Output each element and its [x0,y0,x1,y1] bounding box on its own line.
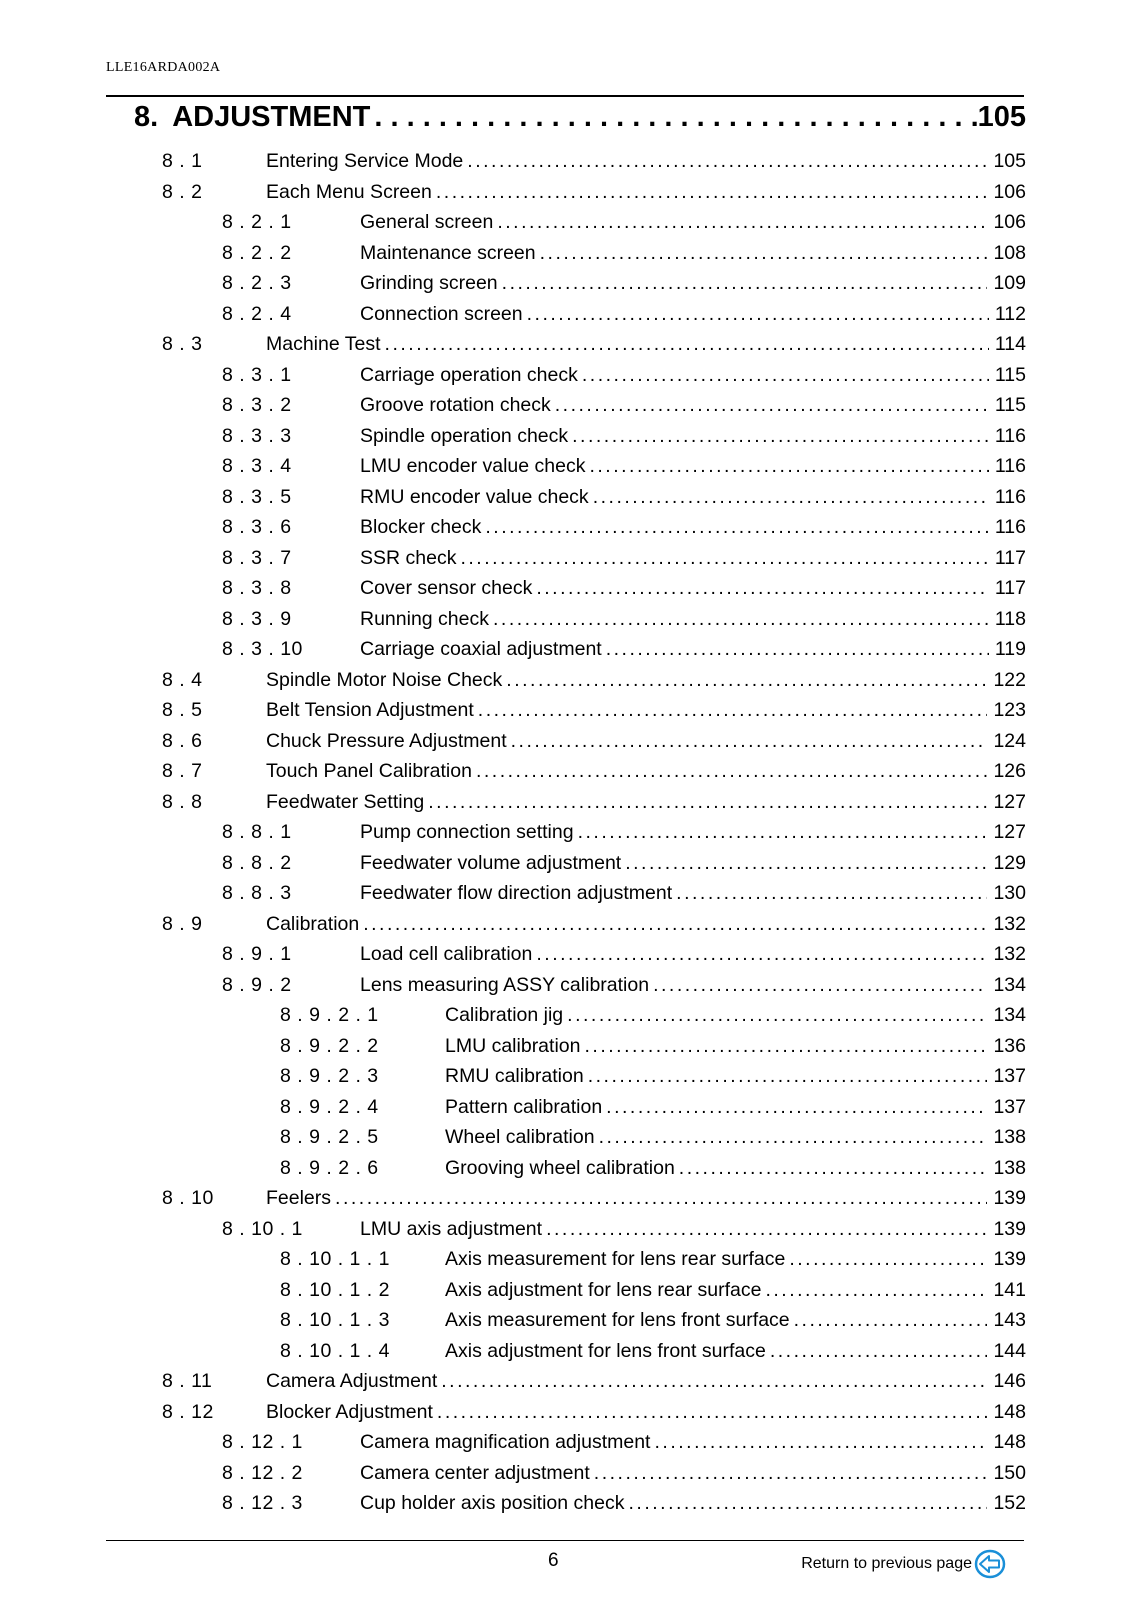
toc-entry-page: 118 [994,607,1026,630]
toc-entry[interactable] [0,1336,1130,1367]
toc-entry-line [360,516,1026,539]
toc-entry-title: General screen [360,211,494,233]
toc-entry[interactable] [0,1092,1130,1123]
toc-entry-line [360,577,1026,600]
toc-entry-page: 115 [994,394,1026,416]
toc-entry-line [266,699,1026,722]
toc-entry[interactable] [0,1244,1130,1275]
toc-entry-title: Belt Tension Adjustment [266,699,474,721]
toc-entry-page: 106 [993,211,1026,233]
toc-entry-number: 8 . 10 [162,1187,214,1209]
toc-leader [527,303,989,326]
toc-entry[interactable] [0,695,1130,726]
toc-entry-line [360,943,1026,966]
toc-leader [460,547,988,570]
toc-leader [428,791,987,814]
toc-entry-line [360,211,1026,234]
toc-entry-number: 8 . 12 . 2 [222,1461,303,1484]
toc-entry-page: 143 [993,1309,1026,1331]
toc-entry-title: Carriage coaxial adjustment [360,638,602,660]
toc-leader [555,394,989,417]
toc-entry-page: 139 [993,1187,1026,1209]
toc-entry-title: Groove rotation check [360,394,551,416]
toc-entry-number: 8 . 3 . 4 [222,455,292,477]
toc-entry-line [445,1279,1026,1302]
toc-entry-page: 134 [993,973,1026,996]
toc-leader [625,852,987,875]
toc-leader [478,699,988,722]
toc-entry[interactable] [0,1122,1130,1153]
toc-entry-line [445,1096,1026,1119]
toc-entry[interactable] [0,939,1130,970]
toc-entry-title: RMU encoder value check [360,485,589,508]
toc-entry-line [266,1370,1026,1393]
toc-entry[interactable] [0,817,1130,848]
toc-entry-title: Each Menu Screen [266,180,432,203]
toc-entry-number: 8 . 7 [162,760,203,782]
toc-leader [485,516,989,539]
toc-entry-page: 127 [993,790,1026,813]
toc-entry-number: 8 . 8 . 1 [222,821,292,843]
toc-leader [593,486,989,509]
toc-entry-page: 132 [993,912,1026,935]
toc-entry-title: Machine Test [266,333,381,355]
toc-entry[interactable] [0,1305,1130,1336]
toc-entry-line [266,760,1026,783]
toc-entry[interactable] [0,1397,1130,1428]
return-link[interactable]: Return to previous page [801,1555,972,1572]
toc-leader [546,1218,987,1241]
toc-entry-line [266,730,1026,753]
toc-entry[interactable] [0,1000,1130,1031]
toc-entry-page: 116 [994,455,1026,477]
toc-leader [493,608,989,631]
toc-entry-number: 8 . 9 . 2 [222,973,292,996]
toc-entry[interactable] [0,238,1130,269]
toc-leader [540,242,988,265]
toc-entry-line [445,1309,1026,1332]
toc-entry-page: 138 [993,1156,1026,1179]
toc-entry-page: 150 [993,1461,1026,1484]
toc-entry-line [360,394,1026,417]
toc-leader [567,1004,987,1027]
toc-entry-line [360,821,1026,844]
toc-entry-number: 8 . 9 . 1 [222,943,292,965]
toc-entry-number: 8 . 2 . 1 [222,211,292,233]
toc-entry-title: Feedwater volume adjustment [360,851,622,874]
toc-entry-title: Connection screen [360,302,523,325]
toc-entry-number: 8 . 3 . 8 [222,577,292,599]
toc-entry-number: 8 . 3 . 7 [222,546,292,569]
toc-entry-number: 8 . 3 . 5 [222,485,292,508]
toc-entry-line [266,181,1026,204]
page-number: 6 [548,1550,559,1571]
toc-leader [536,577,989,600]
toc-leader [628,1492,987,1515]
toc-entry[interactable] [0,848,1130,879]
toc-leader [588,1065,988,1088]
toc-entry-number: 8 . 3 . 9 [222,607,292,630]
toc-entry-line [360,1218,1026,1241]
toc-entry-line [360,242,1026,265]
toc-entry[interactable] [0,329,1130,360]
toc-entry-number: 8 . 3 . 1 [222,363,292,386]
toc-entry-title: Spindle operation check [360,424,569,447]
toc-entry-page: 119 [994,638,1026,660]
toc-entry[interactable] [0,177,1130,208]
toc-entry-title: Blocker Adjustment [266,1400,433,1423]
toc-entry[interactable] [0,512,1130,543]
toc-entry-title: Cup holder axis position check [360,1492,625,1514]
toc-entry-title: Carriage operation check [360,363,578,386]
toc-entry-line [360,547,1026,570]
toc-entry-line [445,1035,1026,1058]
toc-entry-number: 8 . 3 [162,333,203,355]
toc-entry[interactable] [0,268,1130,299]
toc-entry-page: 127 [993,821,1026,843]
toc-entry-line [445,1340,1026,1363]
toc-entry-number: 8 . 10 . 1 . 3 [280,1309,390,1331]
toc-leader [789,1248,987,1271]
toc-entry-number: 8 . 12 [162,1400,214,1423]
toc-entry-page: 136 [993,1034,1026,1057]
toc-entry-line [445,1157,1026,1180]
footer-rule [106,1540,1024,1541]
toc-entry-title: Lens measuring ASSY calibration [360,973,650,996]
toc-entry-number: 8 . 9 . 2 . 5 [280,1126,379,1148]
toc-entry-line [266,1401,1026,1424]
toc-entry-page: 109 [993,272,1026,294]
toc-entry[interactable] [0,1275,1130,1306]
toc-entry-title: Wheel calibration [445,1126,595,1148]
toc-entry-page: 134 [993,1004,1026,1026]
toc-entry-number: 8 . 8 [162,790,203,813]
toc-entry-line [266,333,1026,356]
toc-entry-number: 8 . 9 . 2 . 2 [280,1034,379,1057]
toc-entry-line [445,1065,1026,1088]
toc-leader [502,272,988,295]
toc-entry-line [360,364,1026,387]
toc-leader [497,211,987,234]
toc-leader [476,760,987,783]
toc-entry[interactable] [0,1366,1130,1397]
toc-leader [679,1157,988,1180]
chapter-leader [374,101,977,134]
toc-leader [584,1035,987,1058]
toc-entry[interactable] [0,1488,1130,1519]
toc-entry-title: Entering Service Mode [266,150,464,172]
toc-entry-number: 8 . 2 . 4 [222,302,292,325]
toc-entry-number: 8 . 3 . 6 [222,516,292,538]
toc-leader [335,1187,987,1210]
toc-entry-number: 8 . 10 . 1 . 1 [280,1248,390,1270]
document-id: LLE16ARDA002A [106,60,221,75]
toc-leader [770,1340,988,1363]
toc-leader [578,821,988,844]
chapter-page: 105 [977,101,1026,133]
toc-entry-page: 139 [993,1248,1026,1270]
toc-entry-title: Load cell calibration [360,943,533,965]
toc-entry[interactable] [0,1214,1130,1245]
toc-entry-line [445,1004,1026,1027]
toc-entry-line [360,852,1026,875]
toc-leader [536,943,987,966]
toc-entry[interactable] [0,1061,1130,1092]
toc-entry-title: Pump connection setting [360,821,574,843]
toc-entry-title: Axis adjustment for lens front surface [445,1339,766,1362]
toc-entry-number: 8 . 10 . 1 . 2 [280,1278,390,1301]
toc-entry[interactable] [0,573,1130,604]
toc-entry-page: 146 [993,1370,1026,1392]
toc-entry-line [360,272,1026,295]
toc-entry[interactable] [0,146,1130,177]
toc-entry-number: 8 . 9 . 2 . 3 [280,1065,379,1087]
toc-entry-line [360,1492,1026,1515]
toc-entry-page: 112 [994,302,1026,325]
toc-entry[interactable] [0,1183,1130,1214]
toc-entry-page: 106 [993,180,1026,203]
toc-entry-page: 132 [993,943,1026,965]
toc-entry-number: 8 . 10 . 1 [222,1217,303,1240]
toc-entry-page: 129 [993,851,1026,874]
toc-entry-title: Feelers [266,1187,332,1209]
toc-entry-title: LMU encoder value check [360,455,586,477]
toc-entry-page: 116 [994,424,1026,447]
toc-entry-page: 137 [993,1095,1026,1118]
toc-entry-title: Grinding screen [360,272,498,294]
toc-entry[interactable] [0,543,1130,574]
toc-entry-page: 137 [993,1065,1026,1087]
toc-entry-line [266,791,1026,814]
toc-leader [572,425,989,448]
toc-leader [511,730,988,753]
toc-entry-page: 117 [994,577,1026,599]
toc-entry-number: 8 . 8 . 2 [222,851,292,874]
toc-entry-number: 8 . 2 . 2 [222,241,292,264]
toc-entry[interactable] [0,756,1130,787]
toc-entry[interactable] [0,1458,1130,1489]
toc-entry[interactable] [0,970,1130,1001]
toc-entry-title: Feedwater flow direction adjustment [360,882,673,904]
header-rule [106,95,1024,97]
toc-entry[interactable] [0,451,1130,482]
toc-entry-title: LMU calibration [445,1034,581,1057]
toc-entry-page: 116 [994,485,1026,508]
toc-entry[interactable] [0,421,1130,452]
toc-entry[interactable] [0,726,1130,757]
toc-entry-title: RMU calibration [445,1065,584,1087]
chapter-number: 8. [134,101,159,133]
toc-entry-line [266,913,1026,936]
toc-entry-line [360,1462,1026,1485]
toc-leader [385,333,989,356]
toc-entry-title: Running check [360,607,489,630]
chapter-heading[interactable] [134,101,1026,137]
toc-entry-line [360,882,1026,905]
toc-entry-page: 139 [993,1217,1026,1240]
toc-entry-number: 8 . 4 [162,668,203,691]
toc-leader [594,1462,988,1485]
toc-entry-title: Grooving wheel calibration [445,1156,675,1179]
toc-entry-page: 141 [993,1278,1026,1301]
toc-entry[interactable] [0,482,1130,513]
toc-entry-number: 8 . 2 [162,180,203,203]
toc-entry-page: 117 [994,546,1026,569]
toc-entry[interactable] [0,1031,1130,1062]
back-arrow-icon[interactable] [974,1549,1006,1579]
toc-entry-number: 8 . 12 . 3 [222,1492,303,1514]
toc-leader [676,882,987,905]
toc-entry-number: 8 . 3 . 3 [222,424,292,447]
toc-entry-title: Touch Panel Calibration [266,760,472,782]
toc-leader [582,364,989,387]
toc-leader [599,1126,988,1149]
toc-leader [363,913,987,936]
toc-entry-line [266,1187,1026,1210]
toc-entry-page: 126 [993,760,1026,782]
toc-entry-number: 8 . 1 [162,150,203,172]
toc-entry-page: 144 [993,1339,1026,1362]
toc-entry-title: Blocker check [360,516,482,538]
toc-entry-title: Spindle Motor Noise Check [266,668,503,691]
toc-entry-title: Axis measurement for lens front surface [445,1309,790,1331]
toc-entry-line [360,425,1026,448]
toc-entry-page: 116 [994,516,1026,538]
toc-entry-page: 123 [993,699,1026,721]
toc-entry[interactable] [0,909,1130,940]
toc-entry-number: 8 . 3 . 10 [222,638,303,660]
toc-entry-page: 122 [993,668,1026,691]
toc-entry-page: 108 [993,241,1026,264]
toc-leader [794,1309,988,1332]
toc-entry-title: Axis measurement for lens rear surface [445,1248,786,1270]
toc-entry[interactable] [0,787,1130,818]
toc-entry-number: 8 . 12 . 1 [222,1431,303,1453]
toc-entry-line [360,455,1026,478]
toc-entry-line [445,1248,1026,1271]
toc-entry[interactable] [0,878,1130,909]
toc-entry-title: Camera magnification adjustment [360,1431,651,1453]
toc-entry-page: 148 [993,1400,1026,1423]
toc-entry[interactable] [0,207,1130,238]
toc-entry-line [360,486,1026,509]
toc-leader [437,1401,988,1424]
toc-entry-title: Pattern calibration [445,1095,603,1118]
toc-entry[interactable] [0,1153,1130,1184]
chapter-title: ADJUSTMENT [172,101,371,133]
toc-entry-title: Cover sensor check [360,577,533,599]
toc-leader [606,638,989,661]
toc-entry-title: Camera Adjustment [266,1370,438,1392]
toc-leader [653,974,987,997]
toc-entry-page: 130 [993,882,1026,904]
toc-entry-number: 8 . 3 . 2 [222,394,292,416]
toc-leader [506,669,987,692]
toc-entry-number: 8 . 8 . 3 [222,882,292,904]
toc-entry-title: Maintenance screen [360,241,536,264]
toc-entry-title: Feedwater Setting [266,790,425,813]
toc-entry-number: 8 . 6 [162,729,203,752]
toc-entry-line [360,974,1026,997]
toc-leader [589,455,988,478]
toc-entry-number: 8 . 9 . 2 . 1 [280,1004,379,1026]
toc-entry-title: SSR check [360,546,457,569]
toc-entry[interactable] [0,1427,1130,1458]
toc-entry[interactable] [0,390,1130,421]
toc-leader [467,150,987,173]
toc-entry[interactable] [0,665,1130,696]
toc-leader [441,1370,987,1393]
toc-entry-page: 138 [993,1126,1026,1148]
toc-entry-page: 115 [994,363,1026,386]
toc-entry-number: 8 . 11 [162,1370,213,1392]
toc-entry-number: 8 . 2 . 3 [222,272,292,294]
toc-entry[interactable] [0,360,1130,391]
toc-entry-line [445,1126,1026,1149]
toc-entry-title: LMU axis adjustment [360,1217,543,1240]
toc-entry-page: 105 [993,150,1026,172]
toc-entry-title: Chuck Pressure Adjustment [266,729,507,752]
toc-leader [436,181,988,204]
toc-entry-number: 8 . 5 [162,699,203,721]
toc-entry[interactable] [0,634,1130,665]
toc-entry-line [360,638,1026,661]
toc-entry-line [266,150,1026,173]
toc-leader [765,1279,987,1302]
toc-entry-number: 8 . 9 [162,912,203,935]
toc-entry-number: 8 . 9 . 2 . 4 [280,1095,379,1118]
toc-entry-page: 152 [993,1492,1026,1514]
toc-entry-line [360,608,1026,631]
toc-entry-number: 8 . 9 . 2 . 6 [280,1156,379,1179]
toc-entry-line [360,1431,1026,1454]
toc-entry-title: Calibration jig [445,1004,564,1026]
toc-entry-title: Axis adjustment for lens rear surface [445,1278,762,1301]
toc-entry-page: 124 [993,729,1026,752]
table-of-contents [0,146,1130,1519]
toc-entry-line [266,669,1026,692]
toc-entry[interactable] [0,604,1130,635]
toc-entry-line [360,303,1026,326]
toc-entry-title: Calibration [266,912,360,935]
toc-entry-title: Camera center adjustment [360,1461,590,1484]
toc-entry[interactable] [0,299,1130,330]
toc-leader [606,1096,987,1119]
toc-leader [654,1431,987,1454]
toc-entry-page: 114 [994,333,1026,355]
toc-entry-number: 8 . 10 . 1 . 4 [280,1339,390,1362]
toc-entry-page: 148 [993,1431,1026,1453]
